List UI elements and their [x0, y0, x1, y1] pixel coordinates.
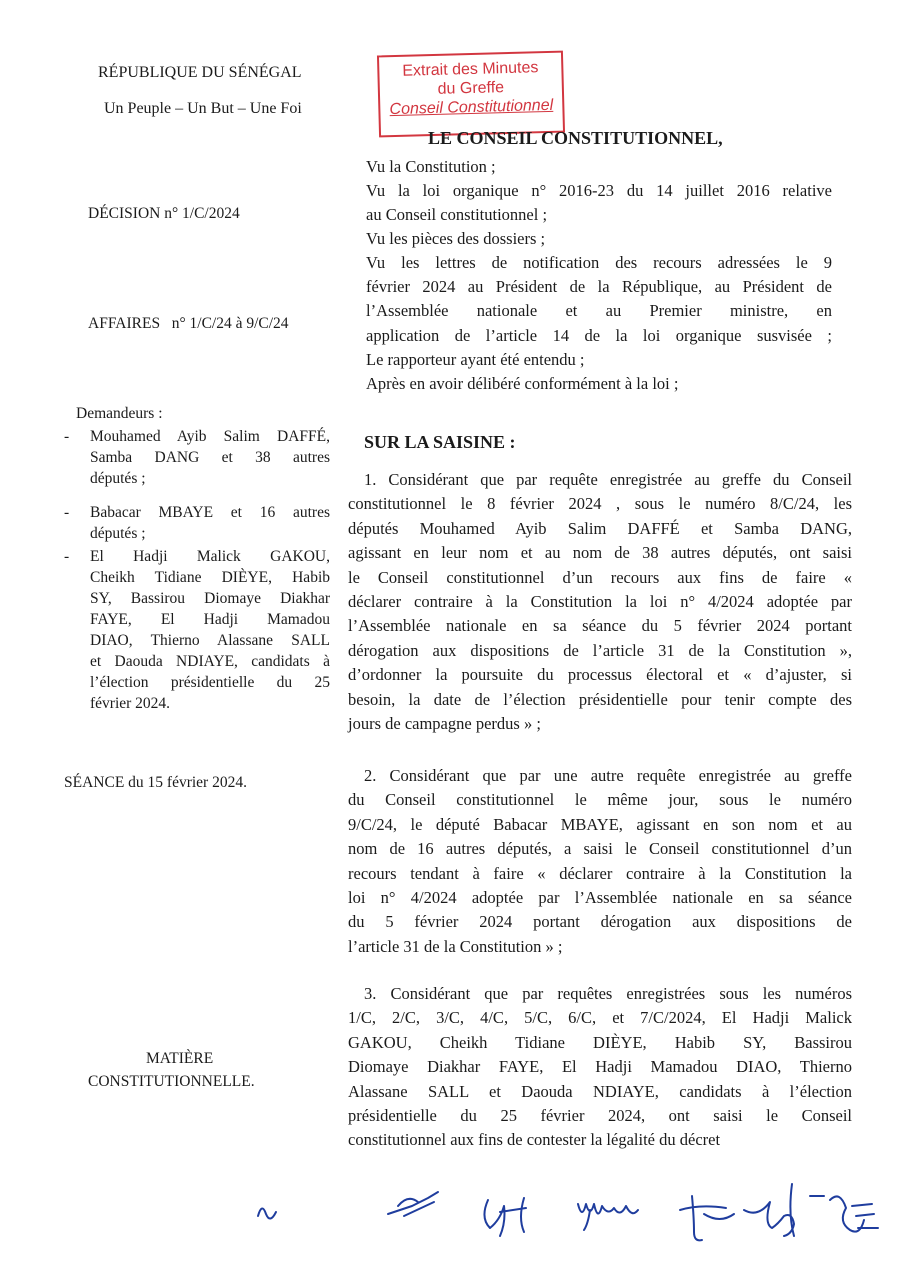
paragraph-line: du Conseil constitutionnel le même jour, sous le numéro [348, 790, 852, 809]
visa-line: Vu les lettres de notification des recours adressées le 9 [366, 253, 832, 272]
paragraph-line: jours de campagne perdus » ; [348, 714, 541, 733]
national-motto: Un Peuple – Un But – Une Foi [104, 100, 302, 117]
matiere-label: MATIÈRE [146, 1050, 214, 1067]
paragraph-line: GAKOU, Cheikh Tidiane DIÈYE, Habib SY, Bassirou [348, 1033, 852, 1052]
signature-3 [484, 1198, 526, 1236]
seance-date: SÉANCE du 15 février 2024. [64, 774, 247, 791]
signature-2 [388, 1192, 438, 1216]
paragraph-line: le Conseil constitutionnel d’un recours aux fins de faire « [348, 568, 852, 587]
paragraph-line: l’article 31 de la Constitution » ; [348, 937, 563, 956]
visa-line: Le rapporteur ayant été entendu ; [366, 350, 585, 369]
republic-title: RÉPUBLIQUE DU SÉNÉGAL [98, 64, 302, 81]
paragraph-line: agissant en leur nom et au nom de 38 autres députés, ont saisi [348, 543, 852, 562]
visa-line: Vu les pièces des dossiers ; [366, 229, 546, 248]
visa-line: Vu la Constitution ; [366, 157, 496, 176]
paragraph-line: Alassane SALL et Daouda NDIAYE, candidats à l’élection [348, 1082, 852, 1101]
signatures [0, 1170, 920, 1260]
paragraph-line: députés Mouhamed Ayib Salim DAFFÉ et Samba DANG, [348, 519, 852, 538]
paragraph-line: constitutionnel le 8 février 2024 , sous le numéro 8/C/24, les [348, 494, 852, 513]
visa-line: au Conseil constitutionnel ; [366, 205, 548, 224]
paragraph-line: loi n° 4/2024 adoptée par l’Assemblée nationale en sa séance [348, 888, 852, 907]
paragraph-line: dérogation aux dispositions de l’article 31 de la Constitution », [348, 641, 852, 660]
paragraph-line: Diomaye Diakhar FAYE, El Hadji Mamadou DIAO, Thierno [348, 1057, 852, 1076]
stamp-line-3: Conseil Constitutionnel [389, 96, 554, 119]
visa-line: février 2024 au Président de la République, au Président de [366, 277, 832, 296]
page-title: LE CONSEIL CONSTITUTIONNEL, [428, 128, 723, 148]
paragraph-line: du 5 février 2024 portant dérogation aux dispositions de [348, 912, 852, 931]
signature-4 [578, 1204, 638, 1230]
paragraph-line: recours tendant à faire « déclarer contraire à la Constitution la [348, 864, 852, 883]
visa-line: Après en avoir délibéré conformément à la loi ; [366, 374, 679, 393]
matiere-value: CONSTITUTIONNELLE. [88, 1073, 255, 1090]
stamp-line-1: Extrait des Minutes [402, 59, 539, 80]
demandeur-line: députés ; [90, 525, 146, 542]
demandeurs-label: Demandeurs : [76, 405, 163, 422]
paragraph-line: l’Assemblée nationale en sa séance du 5 février 2024 portant [348, 616, 852, 635]
demandeur-line: Mouhamed Ayib Salim DAFFÉ, [90, 428, 330, 445]
paragraph-line: présidentielle du 25 février 2024, ont saisi le Conseil [348, 1106, 852, 1125]
list-bullet: - [64, 548, 70, 565]
signature-6 [744, 1184, 824, 1236]
demandeur-line: députés ; [90, 470, 146, 487]
paragraph-line: 3. Considérant que par requêtes enregistrées sous les numéros [364, 984, 852, 1003]
demandeur-line: SY, Bassirou Diomaye Diakhar [90, 590, 330, 607]
paragraph-line: 2. Considérant que par une autre requête enregistrée au greffe [364, 766, 852, 785]
paragraph-line: besoin, la date de l’élection présidentielle pour tenir compte des [348, 690, 852, 709]
paragraph-line: 1/C, 2/C, 3/C, 4/C, 5/C, 6/C, et 7/C/2024, El Hadji Malick [348, 1008, 852, 1027]
stamp-line-2: du Greffe [437, 79, 505, 98]
signature-1 [258, 1208, 276, 1218]
visa-line: l’Assemblée nationale et au Premier ministre, en [366, 301, 832, 320]
demandeur-line: l’élection présidentielle du 25 [90, 674, 330, 691]
signature-7 [830, 1196, 878, 1231]
demandeur-line: février 2024. [90, 695, 171, 712]
signature-5 [680, 1196, 734, 1240]
decision-number: DÉCISION n° 1/C/2024 [88, 205, 240, 222]
visa-line: Vu la loi organique n° 2016-23 du 14 juillet 2016 relative [366, 181, 832, 200]
paragraph-line: 1. Considérant que par requête enregistrée au greffe du Conseil [364, 470, 852, 489]
demandeur-line: et Daouda NDIAYE, candidats à [90, 653, 330, 670]
demandeur-line: DIAO, Thierno Alassane SALL [90, 632, 330, 649]
demandeur-line: Cheikh Tidiane DIÈYE, Habib [90, 569, 330, 586]
list-bullet: - [64, 428, 70, 445]
demandeur-line: Samba DANG et 38 autres [90, 449, 330, 466]
demandeur-line: FAYE, El Hadji Mamadou [90, 611, 330, 628]
list-bullet: - [64, 504, 70, 521]
demandeur-line: Babacar MBAYE et 16 autres [90, 504, 330, 521]
paragraph-line: constitutionnel aux fins de contester la légalité du décret [348, 1130, 721, 1149]
paragraph-line: nom de 16 autres députés, a saisi le Conseil constitutionnel d’un [348, 839, 852, 858]
paragraph-line: d’ordonner la poursuite du processus électoral et « d’ajuster, si [348, 665, 852, 684]
paragraph-line: 9/C/24, le député Babacar MBAYE, agissant en son nom et au [348, 815, 852, 834]
section-heading: SUR LA SAISINE : [364, 432, 516, 452]
visa-line: application de l’article 14 de la loi organique susvisée ; [366, 326, 832, 345]
paragraph-line: déclarer contraire à la Constitution la loi n° 4/2024 adoptée par [348, 592, 852, 611]
affaires-number: AFFAIRES n° 1/C/24 à 9/C/24 [88, 315, 289, 332]
greffe-stamp [377, 51, 565, 138]
demandeur-line: El Hadji Malick GAKOU, [90, 548, 330, 565]
